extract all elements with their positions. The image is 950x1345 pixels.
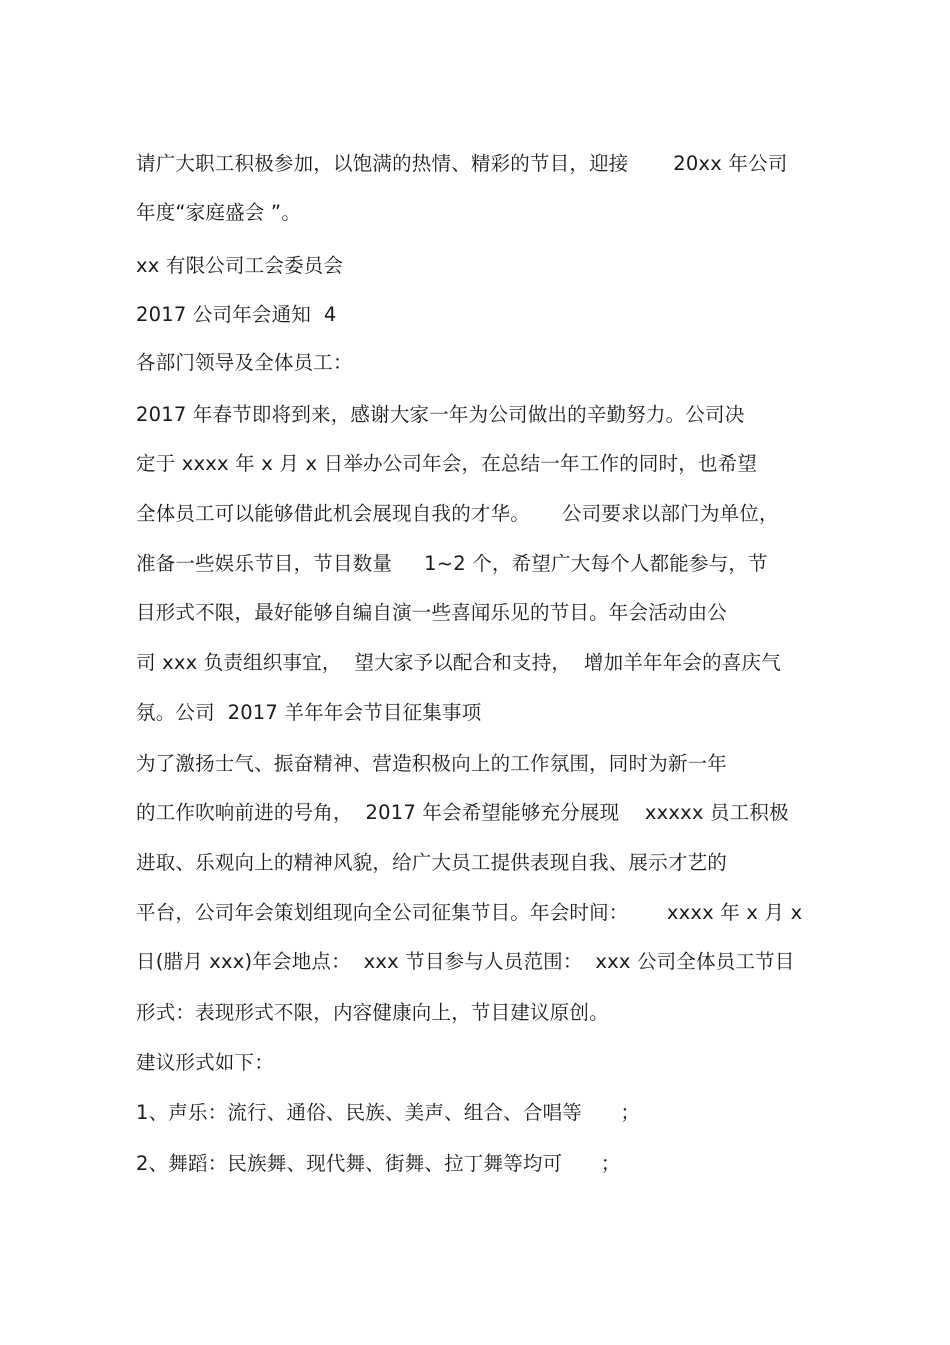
- text-line-11: 司 xxx 负责组织事宜， 望大家予以配合和支持， 增加羊年年会的喜庆气: [136, 651, 781, 674]
- text-line-10: 目形式不限，最好能够自编自演一些喜闻乐见的节目。年会活动由公: [136, 601, 728, 624]
- text-line-2: 年度“家庭盛会 ”。: [136, 201, 301, 224]
- text-line-3: xx 有限公司工会委员会: [136, 254, 344, 277]
- text-line-21: 2、舞蹈：民族舞、现代舞、街舞、拉丁舞等均可 ；: [136, 1152, 621, 1175]
- text-line-17: 日(腊月 xxx)年会地点： xxx 节目参与人员范围： xxx 公司全体员工节目: [136, 950, 795, 973]
- text-line-7: 定于 xxxx 年 x 月 x 日举办公司年会，在总结一年工作的同时，也希望: [136, 452, 758, 475]
- text-line-14: 的工作吹响前进的号角， 2017 年会希望能够充分展现 xxxxx 员工积极: [136, 801, 789, 824]
- text-line-4: 2017 公司年会通知 4: [136, 303, 337, 326]
- text-line-6: 2017 年春节即将到来，感谢大家一年为公司做出的辛勤努力。公司决: [136, 403, 745, 426]
- text-line-12: 氛。公司 2017 羊年年会节目征集事项: [136, 701, 482, 724]
- text-line-1: 请广大职工积极参加，以饱满的热情、精彩的节目，迎接 20xx 年公司: [136, 152, 788, 175]
- text-line-16: 平台，公司年会策划组现向全公司征集节目。年会时间： xxxx 年 x 月 x: [136, 901, 803, 924]
- text-line-13: 为了激扬士气、振奋精神、营造积极向上的工作氛围，同时为新一年: [136, 752, 728, 775]
- text-line-9: 准备一些娱乐节目，节目数量 1~2 个，希望广大每个人都能参与，节: [136, 552, 768, 575]
- text-line-19: 建议形式如下：: [136, 1051, 274, 1074]
- text-line-15: 进取、乐观向上的精神风貌，给广大员工提供表现自我、展示才艺的: [136, 851, 728, 874]
- text-line-20: 1、声乐：流行、通俗、民族、美声、组合、合唱等 ；: [136, 1101, 641, 1124]
- text-line-18: 形式：表现形式不限，内容健康向上，节目建议原创。: [136, 1001, 609, 1024]
- text-line-5: 各部门领导及全体员工：: [136, 351, 353, 374]
- text-line-8: 全体员工可以能够借此机会展现自我的才华。 公司要求以部门为单位，: [136, 502, 779, 525]
